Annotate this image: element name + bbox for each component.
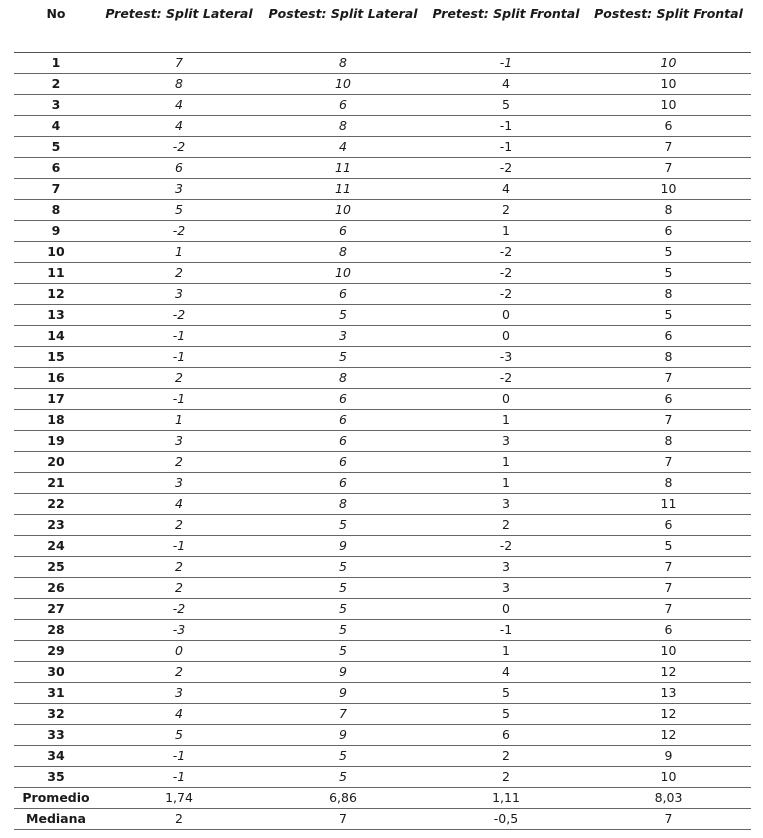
postest-lateral-cell: 5 (260, 515, 426, 536)
postest-frontal-cell: 13 (586, 683, 751, 704)
postest-lateral-cell: 8 (260, 494, 426, 515)
postest-frontal-cell: 8 (586, 347, 751, 368)
postest-lateral-cell: 5 (260, 578, 426, 599)
summary-label: Promedio (14, 788, 98, 809)
table-row (14, 305, 751, 326)
row-number: 17 (14, 389, 98, 410)
pretest-lateral-cell: 3 (98, 473, 260, 494)
postest-frontal-cell: 5 (586, 263, 751, 284)
postest-frontal-cell: 11 (586, 494, 751, 515)
table-row (14, 53, 751, 74)
postest-frontal-cell: 12 (586, 704, 751, 725)
row-number: 1 (14, 53, 98, 74)
postest-lateral-cell: 5 (260, 347, 426, 368)
table-row (14, 242, 751, 263)
pretest-lateral-cell: -2 (98, 221, 260, 242)
postest-lateral-cell: 7 (260, 704, 426, 725)
table-row (14, 263, 751, 284)
postest-lateral-cell: 5 (260, 746, 426, 767)
postest-lateral-cell: 6 (260, 284, 426, 305)
postest-lateral-cell: 9 (260, 683, 426, 704)
pretest-lateral-cell: 4 (98, 494, 260, 515)
table-row (14, 284, 751, 305)
postest-frontal-cell: 8 (586, 284, 751, 305)
postest-lateral-cell: 6 (260, 221, 426, 242)
postest-lateral-cell: 5 (260, 641, 426, 662)
header-row (14, 4, 751, 53)
pretest-frontal-cell: 0 (426, 599, 586, 620)
pretest-frontal-cell: -2 (426, 158, 586, 179)
summary-value: 2 (98, 809, 260, 830)
row-number: 5 (14, 137, 98, 158)
summary-value: -0,5 (426, 809, 586, 830)
summary-value: 7 (260, 809, 426, 830)
row-number: 31 (14, 683, 98, 704)
row-number: 21 (14, 473, 98, 494)
row-number: 12 (14, 284, 98, 305)
summary-value: 1,11 (426, 788, 586, 809)
table-row (14, 452, 751, 473)
pretest-lateral-cell: 7 (98, 53, 260, 74)
postest-lateral-cell: 9 (260, 725, 426, 746)
table-row (14, 704, 751, 725)
row-number: 4 (14, 116, 98, 137)
table-row (14, 368, 751, 389)
postest-frontal-cell: 6 (586, 620, 751, 641)
pretest-lateral-cell: 5 (98, 725, 260, 746)
postest-frontal-cell: 8 (586, 473, 751, 494)
postest-frontal-cell: 7 (586, 158, 751, 179)
postest-frontal-cell: 6 (586, 389, 751, 410)
pretest-lateral-cell: 3 (98, 284, 260, 305)
pretest-frontal-cell: -1 (426, 137, 586, 158)
pretest-frontal-cell: -1 (426, 116, 586, 137)
row-number: 27 (14, 599, 98, 620)
row-number: 32 (14, 704, 98, 725)
row-number: 16 (14, 368, 98, 389)
pretest-frontal-cell: -2 (426, 536, 586, 557)
summary-value: 6,86 (260, 788, 426, 809)
row-number: 15 (14, 347, 98, 368)
postest-lateral-cell: 5 (260, 305, 426, 326)
data-table (14, 4, 751, 830)
row-number: 33 (14, 725, 98, 746)
row-number: 30 (14, 662, 98, 683)
table-body (14, 53, 751, 830)
pretest-frontal-cell: 5 (426, 704, 586, 725)
pretest-frontal-cell: 3 (426, 557, 586, 578)
postest-frontal-cell: 9 (586, 746, 751, 767)
pretest-frontal-cell: -2 (426, 284, 586, 305)
pretest-lateral-cell: 2 (98, 557, 260, 578)
pretest-lateral-cell: 3 (98, 179, 260, 200)
postest-lateral-cell: 3 (260, 326, 426, 347)
table-row (14, 767, 751, 788)
postest-lateral-cell: 8 (260, 368, 426, 389)
postest-lateral-cell: 9 (260, 662, 426, 683)
pretest-lateral-cell: 2 (98, 578, 260, 599)
pretest-lateral-cell: 1 (98, 242, 260, 263)
postest-frontal-cell: 7 (586, 368, 751, 389)
summary-row (14, 788, 751, 809)
postest-frontal-cell: 10 (586, 53, 751, 74)
row-number: 14 (14, 326, 98, 347)
table-row (14, 494, 751, 515)
postest-lateral-cell: 9 (260, 536, 426, 557)
header-pretest-split-frontal: Pretest: Split Frontal (426, 4, 586, 53)
postest-frontal-cell: 6 (586, 326, 751, 347)
pretest-lateral-cell: -1 (98, 347, 260, 368)
postest-lateral-cell: 6 (260, 431, 426, 452)
postest-frontal-cell: 5 (586, 536, 751, 557)
postest-frontal-cell: 12 (586, 725, 751, 746)
postest-lateral-cell: 4 (260, 137, 426, 158)
postest-frontal-cell: 10 (586, 179, 751, 200)
table-row (14, 683, 751, 704)
row-number: 19 (14, 431, 98, 452)
pretest-frontal-cell: 5 (426, 683, 586, 704)
pretest-lateral-cell: 3 (98, 683, 260, 704)
pretest-lateral-cell: 6 (98, 158, 260, 179)
postest-frontal-cell: 6 (586, 221, 751, 242)
row-number: 13 (14, 305, 98, 326)
row-number: 22 (14, 494, 98, 515)
pretest-frontal-cell: 4 (426, 179, 586, 200)
postest-frontal-cell: 8 (586, 431, 751, 452)
row-number: 2 (14, 74, 98, 95)
row-number: 3 (14, 95, 98, 116)
pretest-lateral-cell: 4 (98, 704, 260, 725)
postest-frontal-cell: 7 (586, 557, 751, 578)
table-row (14, 557, 751, 578)
pretest-lateral-cell: -3 (98, 620, 260, 641)
row-number: 18 (14, 410, 98, 431)
pretest-frontal-cell: -1 (426, 620, 586, 641)
postest-frontal-cell: 7 (586, 599, 751, 620)
header-postest-split-frontal: Postest: Split Frontal (586, 4, 751, 53)
pretest-frontal-cell: -2 (426, 242, 586, 263)
table-row (14, 578, 751, 599)
pretest-lateral-cell: 2 (98, 452, 260, 473)
postest-lateral-cell: 8 (260, 116, 426, 137)
pretest-lateral-cell: 4 (98, 116, 260, 137)
pretest-frontal-cell: 5 (426, 95, 586, 116)
pretest-lateral-cell: 2 (98, 263, 260, 284)
postest-lateral-cell: 8 (260, 242, 426, 263)
row-number: 35 (14, 767, 98, 788)
summary-value: 7 (586, 809, 751, 830)
pretest-lateral-cell: 3 (98, 431, 260, 452)
header-postest-split-lateral: Postest: Split Lateral (260, 4, 426, 53)
pretest-frontal-cell: 4 (426, 74, 586, 95)
postest-lateral-cell: 6 (260, 473, 426, 494)
pretest-frontal-cell: 6 (426, 725, 586, 746)
postest-frontal-cell: 7 (586, 410, 751, 431)
pretest-lateral-cell: 2 (98, 515, 260, 536)
table-row (14, 620, 751, 641)
header-pretest-split-lateral: Pretest: Split Lateral (98, 4, 260, 53)
row-number: 11 (14, 263, 98, 284)
table-row (14, 116, 751, 137)
table-row (14, 95, 751, 116)
table-row (14, 389, 751, 410)
table-row (14, 179, 751, 200)
pretest-frontal-cell: 2 (426, 200, 586, 221)
postest-lateral-cell: 10 (260, 74, 426, 95)
pretest-lateral-cell: 2 (98, 662, 260, 683)
postest-lateral-cell: 11 (260, 158, 426, 179)
pretest-frontal-cell: -3 (426, 347, 586, 368)
pretest-frontal-cell: 2 (426, 746, 586, 767)
postest-lateral-cell: 6 (260, 389, 426, 410)
postest-frontal-cell: 5 (586, 305, 751, 326)
pretest-lateral-cell: -1 (98, 389, 260, 410)
postest-frontal-cell: 7 (586, 452, 751, 473)
pretest-frontal-cell: 0 (426, 305, 586, 326)
table-row (14, 137, 751, 158)
row-number: 25 (14, 557, 98, 578)
postest-lateral-cell: 10 (260, 200, 426, 221)
table-row (14, 662, 751, 683)
pretest-lateral-cell: -2 (98, 137, 260, 158)
pretest-lateral-cell: 8 (98, 74, 260, 95)
postest-lateral-cell: 5 (260, 767, 426, 788)
table-row (14, 410, 751, 431)
postest-lateral-cell: 5 (260, 557, 426, 578)
table-row (14, 221, 751, 242)
pretest-frontal-cell: 1 (426, 473, 586, 494)
row-number: 34 (14, 746, 98, 767)
postest-frontal-cell: 7 (586, 137, 751, 158)
postest-lateral-cell: 8 (260, 53, 426, 74)
row-number: 10 (14, 242, 98, 263)
postest-frontal-cell: 5 (586, 242, 751, 263)
pretest-frontal-cell: 1 (426, 410, 586, 431)
postest-lateral-cell: 5 (260, 599, 426, 620)
postest-lateral-cell: 6 (260, 95, 426, 116)
pretest-lateral-cell: 0 (98, 641, 260, 662)
row-number: 26 (14, 578, 98, 599)
postest-frontal-cell: 6 (586, 515, 751, 536)
row-number: 6 (14, 158, 98, 179)
table-row (14, 347, 751, 368)
pretest-frontal-cell: 2 (426, 515, 586, 536)
row-number: 8 (14, 200, 98, 221)
pretest-lateral-cell: -1 (98, 326, 260, 347)
postest-frontal-cell: 10 (586, 767, 751, 788)
table-row (14, 473, 751, 494)
pretest-lateral-cell: -1 (98, 536, 260, 557)
summary-value: 1,74 (98, 788, 260, 809)
pretest-frontal-cell: -1 (426, 53, 586, 74)
postest-frontal-cell: 7 (586, 578, 751, 599)
postest-frontal-cell: 10 (586, 95, 751, 116)
table-row (14, 725, 751, 746)
table-row (14, 746, 751, 767)
pretest-lateral-cell: -2 (98, 599, 260, 620)
postest-lateral-cell: 6 (260, 410, 426, 431)
pretest-frontal-cell: 3 (426, 578, 586, 599)
table-row (14, 326, 751, 347)
pretest-lateral-cell: -1 (98, 767, 260, 788)
pretest-lateral-cell: 5 (98, 200, 260, 221)
postest-lateral-cell: 6 (260, 452, 426, 473)
pretest-lateral-cell: -2 (98, 305, 260, 326)
row-number: 20 (14, 452, 98, 473)
table-row (14, 158, 751, 179)
pretest-lateral-cell: 1 (98, 410, 260, 431)
pretest-frontal-cell: -2 (426, 368, 586, 389)
table-row (14, 536, 751, 557)
postest-lateral-cell: 5 (260, 620, 426, 641)
table-row (14, 599, 751, 620)
pretest-frontal-cell: 1 (426, 452, 586, 473)
pretest-lateral-cell: 4 (98, 95, 260, 116)
pretest-frontal-cell: 3 (426, 494, 586, 515)
summary-label: Mediana (14, 809, 98, 830)
table-row (14, 431, 751, 452)
postest-frontal-cell: 10 (586, 74, 751, 95)
pretest-frontal-cell: 1 (426, 221, 586, 242)
pretest-frontal-cell: -2 (426, 263, 586, 284)
postest-frontal-cell: 12 (586, 662, 751, 683)
pretest-frontal-cell: 2 (426, 767, 586, 788)
pretest-frontal-cell: 0 (426, 389, 586, 410)
postest-frontal-cell: 8 (586, 200, 751, 221)
table-row (14, 74, 751, 95)
header-no: No (14, 4, 98, 53)
row-number: 24 (14, 536, 98, 557)
postest-lateral-cell: 10 (260, 263, 426, 284)
row-number: 9 (14, 221, 98, 242)
row-number: 7 (14, 179, 98, 200)
table-row (14, 515, 751, 536)
postest-frontal-cell: 10 (586, 641, 751, 662)
row-number: 23 (14, 515, 98, 536)
pretest-lateral-cell: -1 (98, 746, 260, 767)
row-number: 29 (14, 641, 98, 662)
pretest-frontal-cell: 3 (426, 431, 586, 452)
postest-frontal-cell: 6 (586, 116, 751, 137)
table-row (14, 641, 751, 662)
summary-row (14, 809, 751, 830)
row-number: 28 (14, 620, 98, 641)
pretest-frontal-cell: 1 (426, 641, 586, 662)
table-row (14, 200, 751, 221)
pretest-frontal-cell: 0 (426, 326, 586, 347)
postest-lateral-cell: 11 (260, 179, 426, 200)
pretest-frontal-cell: 4 (426, 662, 586, 683)
pretest-lateral-cell: 2 (98, 368, 260, 389)
summary-value: 8,03 (586, 788, 751, 809)
